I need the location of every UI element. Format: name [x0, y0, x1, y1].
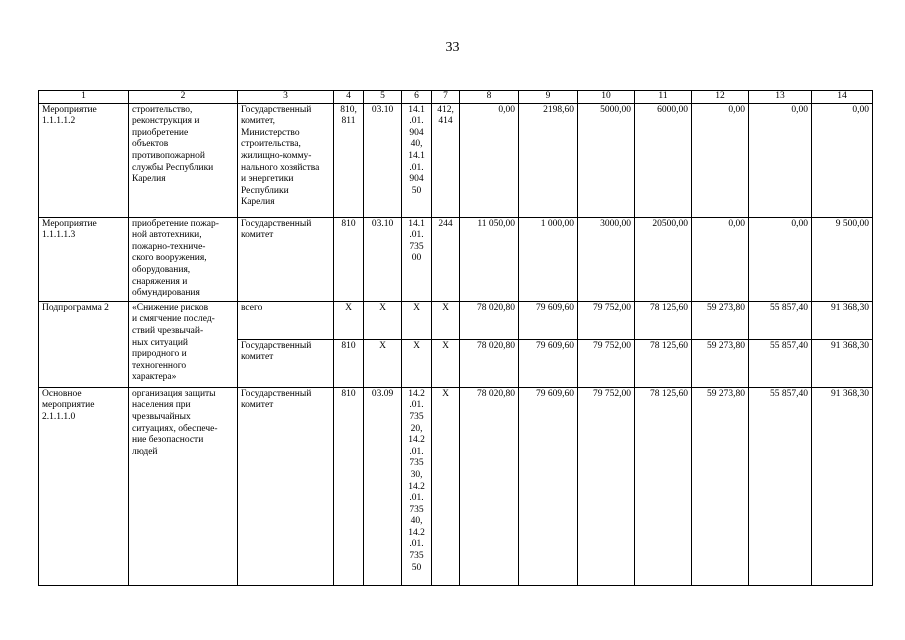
event-id-cell: Мероприятие 1.1.1.1.2: [39, 103, 129, 217]
section-code-cell: 03.10: [364, 217, 402, 301]
column-header: 6: [402, 91, 432, 104]
amount-cell: 5000,00: [578, 103, 635, 217]
table-row: [39, 103, 873, 217]
target-article-cell: 14.1 .01. 735 00: [402, 217, 432, 301]
amount-cell: 59 273,80: [692, 339, 749, 387]
grbs-code-cell: 810: [334, 339, 364, 387]
event-id-cell: Мероприятие 1.1.1.1.3: [39, 217, 129, 301]
grbs-code-cell: 810, 811: [334, 103, 364, 217]
subprogram-id-cell: Подпрограмма 2: [39, 301, 129, 387]
amount-cell: 79 752,00: [578, 301, 635, 339]
expense-type-cell: X: [432, 301, 460, 339]
column-header: 10: [578, 91, 635, 104]
event-description-cell: организация защиты населения при чрезвычайных ситуациях, обеспече- ние безопасности людей: [129, 387, 238, 585]
header-row: [39, 91, 873, 104]
subprogram-title-cell: «Снижение рисков и смягчение послед- ствий чрезвычай- ных ситуаций природного и техногенного характера»: [129, 301, 238, 387]
page-number: 33: [445, 40, 460, 55]
amount-cell: 59 273,80: [692, 301, 749, 339]
amount-cell: 79 609,60: [519, 387, 578, 585]
target-article-cell: 14.2 .01. 735 20, 14.2 .01. 735 30, 14.2 .01. 735 40, 14.2 .01. 735 50: [402, 387, 432, 585]
grbs-code-cell: X: [334, 301, 364, 339]
section-code-cell: X: [364, 301, 402, 339]
event-description-cell: приобретение пожар- ной автотехники, пожарно-техниче- ского вооружения, оборудования, снаряжения и обмундирования: [129, 217, 238, 301]
column-header: 1: [39, 91, 129, 104]
amount-cell: 11 050,00: [460, 217, 519, 301]
section-code-cell: 03.09: [364, 387, 402, 585]
column-header: 3: [238, 91, 334, 104]
expense-type-cell: 244: [432, 217, 460, 301]
section-code-cell: 03.10: [364, 103, 402, 217]
amount-cell: 0,00: [812, 103, 873, 217]
column-header: 14: [812, 91, 873, 104]
amount-cell: 0,00: [460, 103, 519, 217]
amount-cell: 2198,60: [519, 103, 578, 217]
target-article-cell: X: [402, 301, 432, 339]
amount-cell: 79 609,60: [519, 301, 578, 339]
event-id-cell: Основное мероприятие 2.1.1.1.0: [39, 387, 129, 585]
amount-cell: 78 020,80: [460, 301, 519, 339]
executor-cell: Государственный комитет: [238, 339, 334, 387]
program-table: [38, 90, 873, 586]
column-header: 9: [519, 91, 578, 104]
amount-cell: 1 000,00: [519, 217, 578, 301]
section-code-cell: X: [364, 339, 402, 387]
column-header: 7: [432, 91, 460, 104]
column-header: 8: [460, 91, 519, 104]
column-header: 11: [635, 91, 692, 104]
amount-cell: 20500,00: [635, 217, 692, 301]
amount-cell: 0,00: [692, 217, 749, 301]
grbs-code-cell: 810: [334, 217, 364, 301]
amount-cell: 55 857,40: [749, 339, 812, 387]
column-header: 2: [129, 91, 238, 104]
target-article-cell: 14.1 .01. 904 40, 14.1 .01. 904 50: [402, 103, 432, 217]
amount-cell: 91 368,30: [812, 301, 873, 339]
executor-cell: Государственный комитет: [238, 387, 334, 585]
column-header: 4: [334, 91, 364, 104]
amount-cell: 6000,00: [635, 103, 692, 217]
executor-cell: всего: [238, 301, 334, 339]
amount-cell: 0,00: [749, 217, 812, 301]
amount-cell: 9 500,00: [812, 217, 873, 301]
expense-type-cell: X: [432, 339, 460, 387]
column-header: 13: [749, 91, 812, 104]
table-row: [39, 387, 873, 585]
target-article-cell: X: [402, 339, 432, 387]
expense-type-cell: 412, 414: [432, 103, 460, 217]
amount-cell: 0,00: [692, 103, 749, 217]
table-row: [39, 217, 873, 301]
amount-cell: 78 125,60: [635, 301, 692, 339]
amount-cell: 78 020,80: [460, 387, 519, 585]
grbs-code-cell: 810: [334, 387, 364, 585]
expense-type-cell: X: [432, 387, 460, 585]
table-row: [39, 301, 873, 339]
amount-cell: 91 368,30: [812, 387, 873, 585]
amount-cell: 3000,00: [578, 217, 635, 301]
amount-cell: 79 752,00: [578, 339, 635, 387]
event-description-cell: строительство, реконструкция и приобретение объектов противопожарной службы Республики Карелия: [129, 103, 238, 217]
executor-cell: Государственный комитет: [238, 217, 334, 301]
column-header: 5: [364, 91, 402, 104]
amount-cell: 79 609,60: [519, 339, 578, 387]
amount-cell: 78 125,60: [635, 387, 692, 585]
amount-cell: 91 368,30: [812, 339, 873, 387]
amount-cell: 0,00: [749, 103, 812, 217]
amount-cell: 59 273,80: [692, 387, 749, 585]
column-header: 12: [692, 91, 749, 104]
amount-cell: 78 020,80: [460, 339, 519, 387]
executor-cell: Государственный комитет, Министерство строительства, жилищно-комму- нального хозяйства и энергетики Республики Карелия: [238, 103, 334, 217]
amount-cell: 55 857,40: [749, 387, 812, 585]
amount-cell: 79 752,00: [578, 387, 635, 585]
amount-cell: 78 125,60: [635, 339, 692, 387]
amount-cell: 55 857,40: [749, 301, 812, 339]
